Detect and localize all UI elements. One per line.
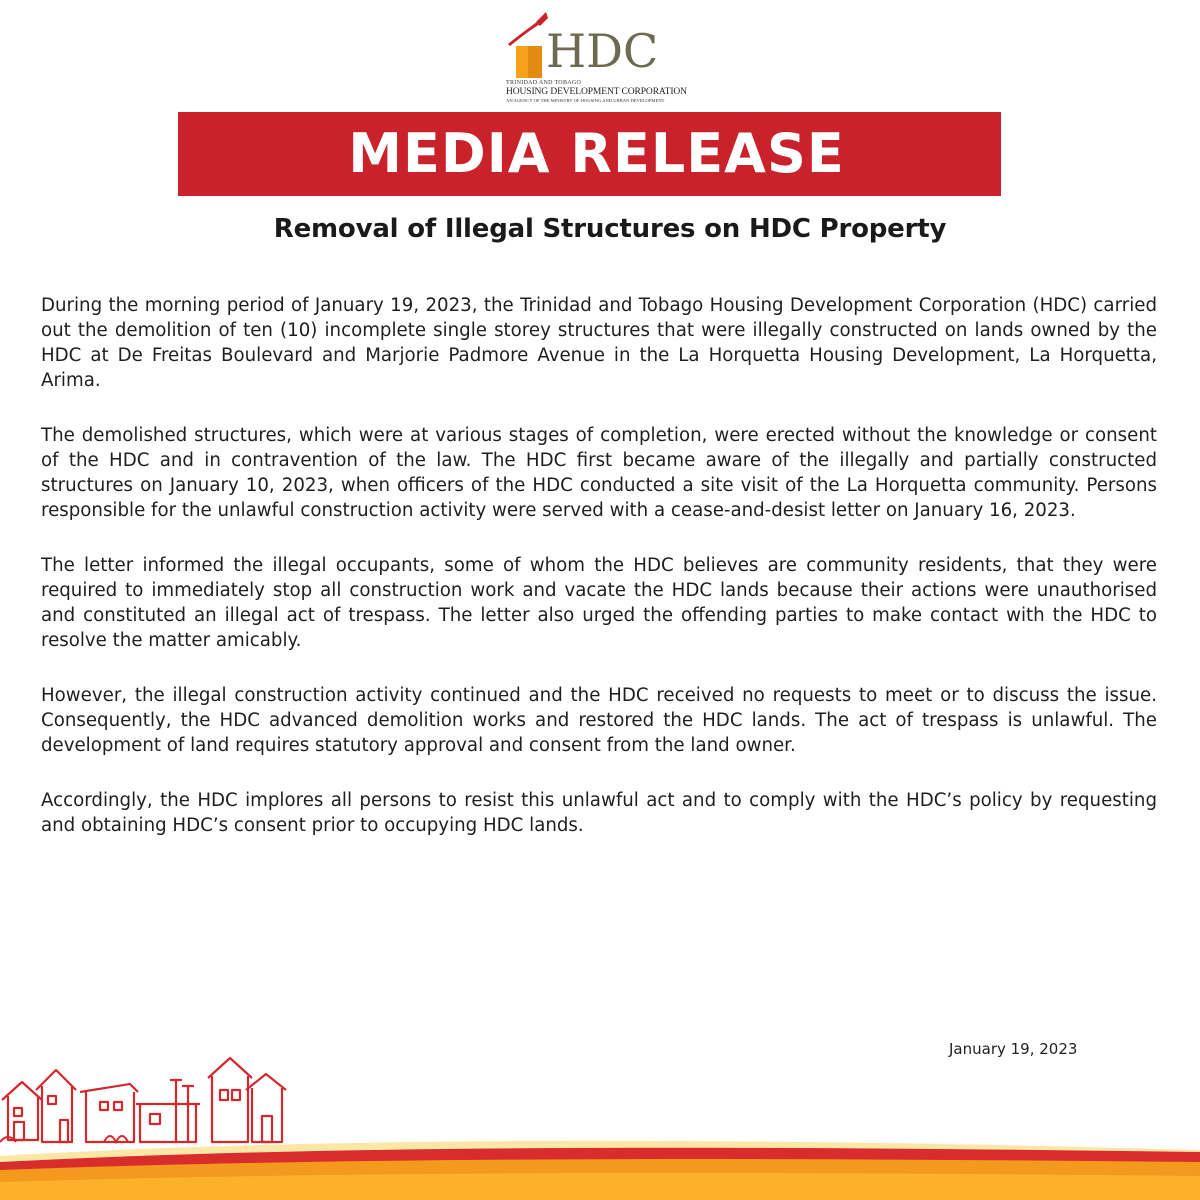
hdc-logo — [500, 8, 690, 103]
logo-wordmark: HDC — [546, 24, 659, 78]
paragraph-1: During the morning period of January 19, 2023, the Trinidad and Tobago Housing Development Corporation (HDC) carried out the demolition of ten (10) incomplete single storey structures that were illegally constructed on lands owned by the HDC at De Freitas Boulevard and Marjorie Padmore Avenue in the La Horquetta Housing Development, La Horquetta, Arima. — [41, 295, 1157, 391]
paragraph-5: Accordingly, the HDC implores all persons to resist this unlawful act and to comply with the HDC’s policy by requesting and obtaining HDC’s consent prior to occupying HDC lands. — [41, 790, 1157, 836]
document-title: Removal of Illegal Structures on HDC Property — [273, 214, 947, 244]
paragraph-2: The demolished structures, which were at various stages of completion, were erected without the knowledge or consent of the HDC and in contravention of the law. The HDC first became aware of the illegally and partially constructed structures on January 10, 2023, when officers of the HDC conducted a site visit of the La Horquetta community. Persons responsible for the unlawful construction activity were served with a cease-and-desist letter on January 16, 2023. — [41, 425, 1157, 521]
logo-subline-corporation: HOUSING DEVELOPMENT CORPORATION — [506, 87, 687, 97]
paragraph-3: The letter informed the illegal occupants, some of whom the HDC believes are community residents, that they were required to immediately stop all construction work and vacate the HDC lands because their actions were unauthorised and constituted an illegal act of trespass. The letter also urged the offending parties to make contact with the HDC to resolve the matter amicably. — [41, 555, 1157, 651]
houses-outline-icon — [2, 1058, 286, 1142]
paragraph-4: However, the illegal construction activity continued and the HDC received no requests to meet or to discuss the issue. Consequently, the HDC advanced demolition works and restored the HDC lands. The act of trespass is unlawful. The development of land requires statutory approval and consent from the land owner. — [41, 685, 1157, 756]
logo-subline-agency: AN AGENCY OF THE MINISTRY OF HOUSING AND URBAN DEVELOPMENT — [506, 98, 665, 103]
release-date: January 19, 2023 — [949, 1040, 1078, 1058]
logo-subline-country: TRINIDAD AND TOBAGO — [506, 80, 582, 86]
banner-label: MEDIA RELEASE — [348, 122, 845, 185]
media-release-banner — [178, 112, 1001, 196]
release-body — [41, 293, 1157, 868]
footer-houses-waves-graphic — [0, 1030, 1200, 1200]
